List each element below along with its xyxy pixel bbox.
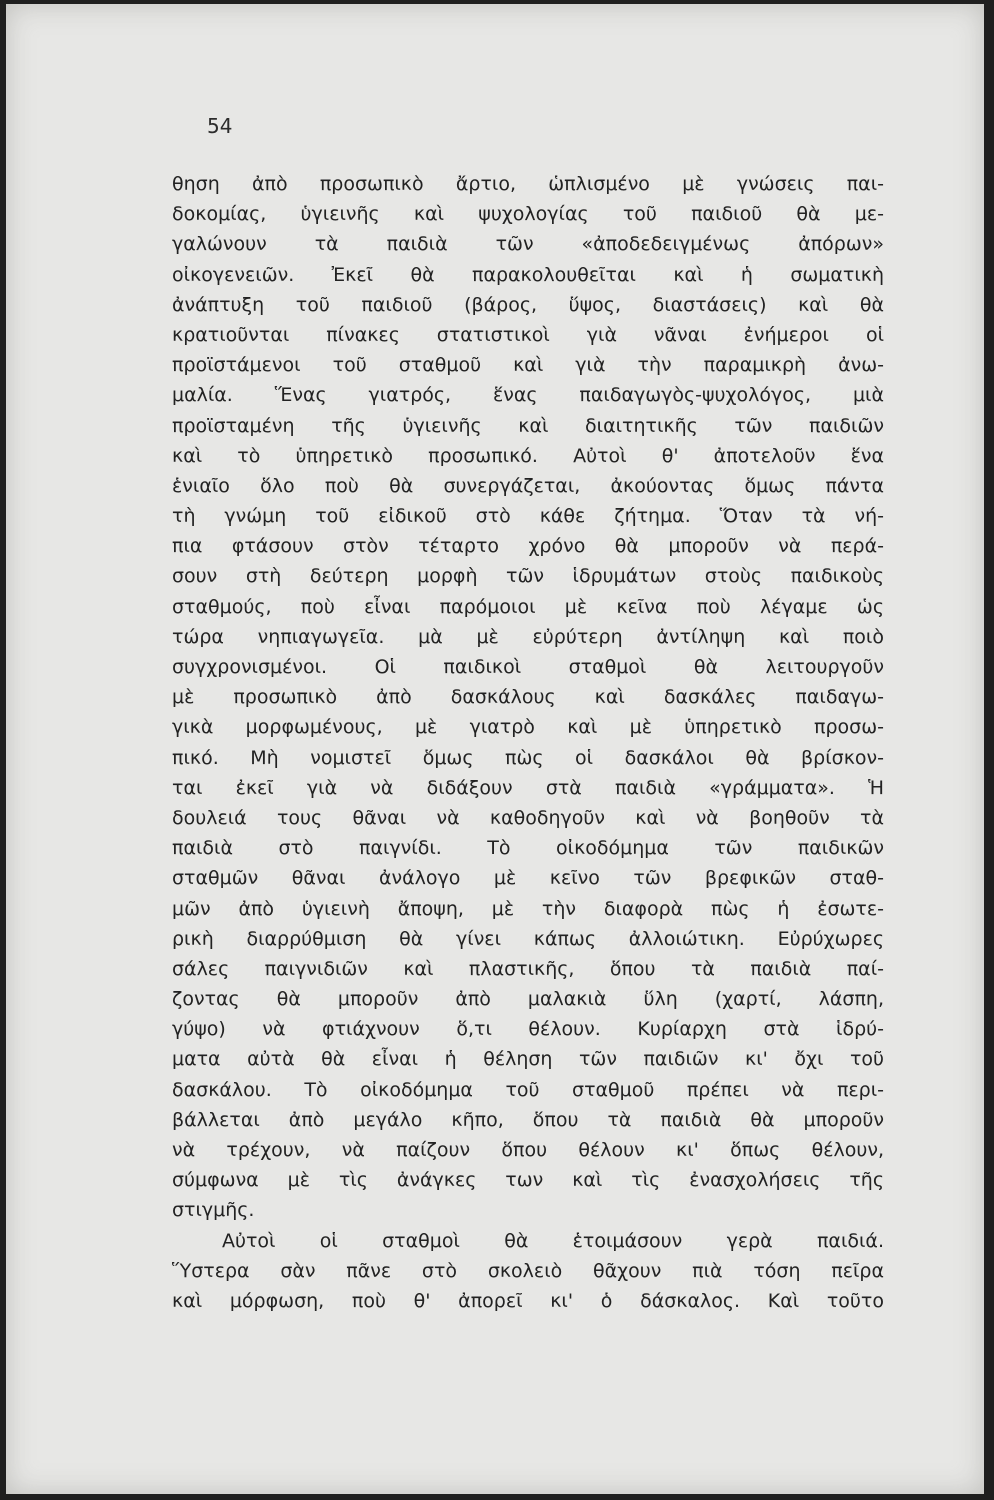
text-line: κρατιοῦνται πίνακες στατιστικοὶ γιὰ νᾶναι ἐνήμεροι οἱ [172, 323, 884, 346]
text-line: συγχρονισμένοι. Οἱ παιδικοὶ σταθμοὶ θὰ λειτουργοῦν [172, 656, 884, 678]
text-line: Αὐτοὶ οἱ σταθμοὶ θὰ ἑτοιμάσουν γερὰ παιδιά. [222, 1229, 884, 1252]
text-line: γύψο) νὰ φτιάχνουν ὅ,τι θέλουν. Κυρίαρχη στὰ ἱδρύ- [172, 1018, 884, 1041]
text-line: προϊστάμενοι τοῦ σταθμοῦ καὶ γιὰ τὴν παραμικρὴ ἀνω- [172, 354, 884, 377]
text-line: ρικὴ διαρρύθμιση θὰ γίνει κάπως ἀλλοιώτικη. Εὐρύχωρες [172, 927, 884, 950]
page-number: 54 [207, 114, 233, 138]
text-line: ἀνάπτυξη τοῦ παιδιοῦ (βάρος, ὕψος, διαστάσεις) καὶ θὰ [172, 293, 884, 316]
text-line: ἑνιαῖο ὅλο ποὺ θὰ συνεργάζεται, ἀκούοντας ὅμως πάντα [172, 474, 884, 497]
text-line: μῶν ἀπὸ ὑγιεινὴ ἄποψη, μὲ τὴν διαφορὰ πὼς ἡ ἐσωτε- [172, 897, 884, 920]
text-line: ται ἐκεῖ γιὰ νὰ διδάξουν στὰ παιδιὰ «γράμματα». Ἡ [172, 776, 884, 799]
text-line: ζοντας θὰ μποροῦν ἀπὸ μαλακιὰ ὕλη (χαρτί, λάσπη, [172, 988, 884, 1011]
text-line: οἰκογενειῶν. Ἐκεῖ θὰ παρακολουθεῖται καὶ ἡ σωματικὴ [172, 263, 884, 286]
text-line: τώρα νηπιαγωγεῖα. μὰ μὲ εὐρύτερη ἀντίληψη καὶ ποιὸ [172, 625, 884, 648]
text-line: σουν στὴ δεύτερη μορφὴ τῶν ἱδρυμάτων στοὺς παιδικοὺς [172, 565, 884, 588]
text-line: δοκομίας, ὑγιεινῆς καὶ ψυχολογίας τοῦ παιδιοῦ θὰ με- [172, 203, 884, 226]
text-line: δασκάλου. Τὸ οἰκοδόμημα τοῦ σταθμοῦ πρέπει νὰ περι- [172, 1078, 884, 1101]
text-line: βάλλεται ἀπὸ μεγάλο κῆπο, ὅπου τὰ παιδιὰ θὰ μποροῦν [172, 1108, 884, 1131]
text-line: σάλες παιγνιδιῶν καὶ πλαστικῆς, ὅπου τὰ παιδιὰ παί- [172, 957, 884, 980]
text-line: στιγμῆς. [172, 1199, 255, 1222]
text-line: δουλειά τους θᾶναι νὰ καθοδηγοῦν καὶ νὰ βοηθοῦν τὰ [172, 806, 884, 829]
text-line: μαλία. Ἕνας γιατρός, ἕνας παιδαγωγὸς-ψυχολόγος, μιὰ [172, 384, 884, 407]
text-line: μὲ προσωπικὸ ἀπὸ δασκάλους καὶ δασκάλες παιδαγω- [172, 686, 884, 709]
text-line: σταθμούς, ποὺ εἶναι παρόμοιοι μὲ κεῖνα ποὺ λέγαμε ὡς [172, 595, 884, 618]
text-line: προϊσταμένη τῆς ὑγιεινῆς καὶ διαιτητικῆς τῶν παιδιῶν [172, 414, 884, 437]
text-line: νὰ τρέχουν, νὰ παίζουν ὅπου θέλουν κι' ὅπως θέλουν, [172, 1139, 884, 1161]
text-line: πικό. Μὴ νομιστεῖ ὅμως πὼς οἱ δασκάλοι θὰ βρίσκον- [172, 746, 884, 769]
text-line: γαλώνουν τὰ παιδιὰ τῶν «ἀποδεδειγμένως ἀπόρων» [172, 233, 884, 256]
text-line: θηση ἀπὸ προσωπικὸ ἄρτιο, ὡπλισμένο μὲ γνώσεις παι- [172, 173, 884, 195]
text-line: καὶ μόρφωση, ποὺ θ' ἀπορεῖ κι' ὁ δάσκαλος. Καὶ τοῦτο [172, 1289, 884, 1312]
text-line: καὶ τὸ ὑπηρετικὸ προσωπικό. Αὐτοὶ θ' ἀποτελοῦν ἕνα [172, 444, 884, 467]
text-line: γικὰ μορφωμένους, μὲ γιατρὸ καὶ μὲ ὑπηρετικὸ προσω- [172, 716, 884, 739]
text-line: σύμφωνα μὲ τὶς ἀνάγκες των καὶ τὶς ἐνασχολήσεις τῆς [172, 1169, 884, 1192]
text-line: πια φτάσουν στὸν τέταρτο χρόνο θὰ μποροῦν νὰ περά- [172, 535, 884, 558]
text-line: σταθμῶν θᾶναι ἀνάλογο μὲ κεῖνο τῶν βρεφικῶν σταθ- [172, 867, 884, 890]
book-page [6, 4, 984, 1494]
body-text [172, 169, 884, 1316]
text-line: Ὕστερα σὰν πᾶνε στὸ σκολειὸ θᾶχουν πιὰ τόση πεῖρα [172, 1259, 884, 1282]
text-line: ματα αὐτὰ θὰ εἶναι ἡ θέληση τῶν παιδιῶν κι' ὄχι τοῦ [172, 1048, 884, 1071]
text-line: τὴ γνώμη τοῦ εἰδικοῦ στὸ κάθε ζήτημα. Ὅταν τὰ νή- [172, 505, 884, 528]
text-line: παιδιὰ στὸ παιγνίδι. Τὸ οἰκοδόμημα τῶν παιδικῶν [172, 837, 884, 860]
